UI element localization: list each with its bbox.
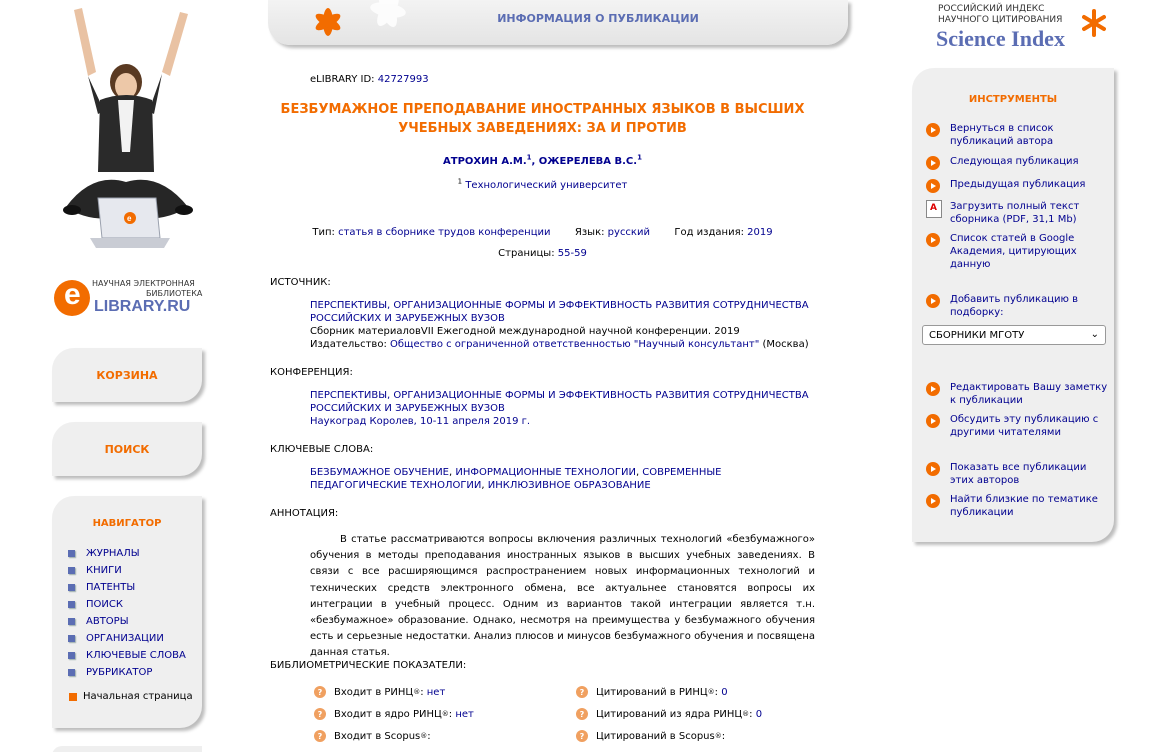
pages: Страницы: 55-59: [498, 248, 587, 259]
elibrary-logo[interactable]: [52, 276, 202, 320]
source-subtitle: Сборник материаловVII Ежегодной международной научной конференции. 2019: [310, 326, 740, 337]
nav-item-authors[interactable]: АВТОРЫ: [68, 613, 186, 630]
bib-row-citations-scopus: ? Цитирований в Scopus ® :: [576, 730, 728, 742]
svg-text:e: e: [127, 214, 132, 223]
help-icon[interactable]: ?: [314, 708, 326, 720]
science-index-brand: Science Index: [936, 26, 1065, 51]
tools-title: ИНСТРУМЕНТЫ: [968, 94, 1058, 105]
tool-show-author-publications[interactable]: Показать все публикации этих авторов: [926, 461, 1108, 487]
conference-place-link[interactable]: Наукоград Королев, 10-11 апреля 2019 г.: [310, 416, 531, 427]
annotation-text: В статье рассматриваются вопросы включения различных технологий «безбумажного» обучения в методы преподавания иностранных языков в высших учебных заведениях. В связи с все расширяющимся распространением новых информационных технологий и технических средств электронного обмена, все актуальнее становятся вопросы их интеграции в учебный процесс. Одним из вариантов такой интеграции является т.н. «безбумажное» образование. Однако, несмотря на преимущества у безбумажного обучения есть и серьезные недостатки. Анализ плюсов и минусов безбумажного обучения и посвящена данная статья.: [310, 534, 815, 659]
elibrary-id: eLIBRARY ID: 42727993: [310, 74, 429, 85]
tool-edit-note[interactable]: Редактировать Вашу заметку к публикации: [926, 381, 1108, 407]
affiliation: $^1$ Технологический университет: [457, 177, 628, 191]
keyword-link[interactable]: СОВРЕМЕННЫЕ ПЕДАГОГИЧЕСКИЕ ТЕХНОЛОГИИ: [310, 467, 722, 491]
arrow-circle-icon: [926, 294, 940, 308]
nav-item-organizations[interactable]: ОРГАНИЗАЦИИ: [68, 630, 186, 647]
next-panel-stub: [52, 746, 202, 752]
navigator-title: НАВИГАТОР: [92, 518, 162, 529]
nav-item-patents[interactable]: ПАТЕНТЫ: [68, 579, 186, 596]
bullet-icon: [68, 669, 75, 676]
language-value[interactable]: русский: [607, 227, 650, 238]
nav-item-journals[interactable]: ЖУРНАЛЫ: [68, 545, 186, 562]
rinc-value[interactable]: нет: [426, 686, 446, 698]
arrow-circle-icon: [926, 123, 940, 137]
help-icon[interactable]: ?: [314, 730, 326, 742]
tool-next-publication[interactable]: Следующая публикация: [926, 155, 1108, 170]
arrow-circle-icon: [926, 414, 940, 428]
search-label: ПОИСК: [104, 442, 150, 456]
source-publisher: Издательство: Общество с ограниченной ответственностью "Научный консультант" (Москва): [310, 339, 809, 350]
arrow-circle-icon: [926, 233, 940, 247]
tool-prev-publication[interactable]: Предыдущая публикация: [926, 178, 1108, 193]
asterisk-icon: [1082, 8, 1106, 38]
logo-letter: e: [64, 278, 81, 311]
home-bullet-icon: [69, 693, 77, 701]
source-heading: ИСТОЧНИК:: [270, 277, 331, 288]
tool-discuss[interactable]: Обсудить эту публикацию с другими читателями: [926, 413, 1108, 439]
logo-subtitle-line2: БИБЛИОТЕКА: [146, 289, 203, 298]
bullet-icon: [68, 601, 75, 608]
cart-label: КОРЗИНА: [96, 368, 158, 382]
bib-row-citations-core: ? Цитирований из ядра РИНЦ ® : 0: [576, 708, 762, 720]
affiliation-link[interactable]: Технологический университет: [465, 180, 628, 191]
bib-row-rinc-core: ? Входит в ядро РИНЦ ® : нет: [314, 708, 474, 720]
hero-illustration: [52, 2, 202, 252]
chevron-down-icon: ⌄: [1090, 329, 1099, 340]
bib-row-citations-rinc: ? Цитирований в РИНЦ ® : 0: [576, 686, 728, 698]
publication-meta: Тип: статья в сборнике трудов конференции Язык: русский Год издания: 2019: [312, 227, 773, 238]
tool-back-to-author-list[interactable]: Вернуться в список публикаций автора: [926, 122, 1108, 148]
keywords-heading: КЛЮЧЕВЫЕ СЛОВА:: [270, 444, 374, 455]
bullet-icon: [68, 550, 75, 557]
keywords-body: БЕЗБУМАЖНОЕ ОБУЧЕНИЕ, ИНФОРМАЦИОННЫЕ ТЕХНОЛОГИИ, СОВРЕМЕННЫЕ ПЕДАГОГИЧЕСКИЕ ТЕХНОЛОГИИ, ИНКЛЮЗИВНОЕ ОБРАЗОВАНИЕ: [310, 467, 722, 491]
logo-subtitle-line1: НАУЧНАЯ ЭЛЕКТРОННАЯ: [92, 279, 195, 288]
source-body: [310, 299, 815, 351]
page-title: ИНФОРМАЦИЯ О ПУБЛИКАЦИИ: [497, 12, 699, 25]
science-index-caption: РОССИЙСКИЙ ИНДЕКС НАУЧНОГО ЦИТИРОВАНИЯ: [938, 4, 1063, 25]
nav-item-search[interactable]: ПОИСК: [68, 596, 186, 613]
arrow-circle-icon: [926, 462, 940, 476]
publisher-link[interactable]: Общество с ограниченной ответственностью "Научный консультант": [390, 339, 760, 350]
year-value[interactable]: 2019: [747, 227, 773, 238]
rinc-core-value[interactable]: нет: [455, 708, 474, 720]
home-link[interactable]: [69, 691, 193, 702]
keyword-link[interactable]: БЕЗБУМАЖНОЕ ОБУЧЕНИЕ: [310, 467, 449, 478]
keyword-link[interactable]: ИНКЛЮЗИВНОЕ ОБРАЗОВАНИЕ: [487, 480, 651, 491]
conference-heading: КОНФЕРЕНЦИЯ:: [270, 367, 353, 378]
arrow-circle-icon: [926, 382, 940, 396]
logo-brand: LIBRARY.RU: [94, 298, 191, 315]
home-label: Начальная страница: [83, 691, 193, 702]
bibliometrics-heading: БИБЛИОМЕТРИЧЕСКИЕ ПОКАЗАТЕЛИ:: [270, 660, 467, 671]
nav-item-books[interactable]: КНИГИ: [68, 562, 186, 579]
annotation-heading: АННОТАЦИЯ:: [270, 508, 339, 519]
navigator-list: [68, 545, 186, 681]
bib-row-rinc: ? Входит в РИНЦ ® : нет: [314, 686, 445, 698]
bib-row-scopus: ? Входит в Scopus ® :: [314, 730, 434, 742]
tool-add-to-collection[interactable]: Добавить публикацию в подборку:: [926, 293, 1108, 319]
type-value[interactable]: статья в сборнике трудов конференции: [338, 227, 551, 238]
arrow-circle-icon: [926, 494, 940, 508]
source-title-link[interactable]: ПЕРСПЕКТИВЫ, ОРГАНИЗАЦИОННЫЕ ФОРМЫ И ЭФФЕКТИВНОСТЬ РАЗВИТИЯ СОТРУДНИЧЕСТВА РОССИЙСКИХ И ЗАРУБЕЖНЫХ ВУЗОВ: [310, 300, 809, 324]
citations-core-value[interactable]: 0: [755, 708, 763, 720]
help-icon[interactable]: ?: [576, 686, 588, 698]
tool-download-pdf[interactable]: A Загрузить полный текст сборника (PDF, 31,1 Mb): [926, 200, 1108, 226]
conference-title-link[interactable]: ПЕРСПЕКТИВЫ, ОРГАНИЗАЦИОННЫЕ ФОРМЫ И ЭФФЕКТИВНОСТЬ РАЗВИТИЯ СОТРУДНИЧЕСТВА РОССИЙСКИХ И ЗАРУБЕЖНЫХ ВУЗОВ: [310, 390, 809, 414]
pages-value[interactable]: 55-59: [557, 248, 587, 259]
bullet-icon: [68, 618, 75, 625]
conference-body: [310, 389, 815, 428]
keyword-link[interactable]: ИНФОРМАЦИОННЫЕ ТЕХНОЛОГИИ: [455, 467, 636, 478]
science-index-logo[interactable]: [936, 2, 1111, 52]
header-band: [268, 0, 848, 45]
pdf-icon: [926, 200, 942, 218]
arrow-circle-icon: [926, 179, 940, 193]
tools-panel: [912, 68, 1114, 542]
citations-rinc-value[interactable]: 0: [721, 686, 728, 698]
bullet-icon: [68, 567, 75, 574]
authors: АТРОХИН А.М.$^1$, ОЖЕРЕЛЕВА В.С.$^1$: [443, 153, 642, 167]
help-icon[interactable]: ?: [576, 708, 588, 720]
nav-item-rubricator[interactable]: РУБРИКАТОР: [68, 664, 186, 681]
author-link[interactable]: АТРОХИН А.М.: [443, 156, 527, 167]
elibrary-id-value[interactable]: 42727993: [377, 74, 429, 85]
bullet-icon: [68, 584, 75, 591]
navigator-panel: [52, 496, 202, 728]
help-icon[interactable]: ?: [314, 686, 326, 698]
help-icon[interactable]: ?: [576, 730, 588, 742]
nav-item-keywords[interactable]: КЛЮЧЕВЫЕ СЛОВА: [68, 647, 186, 664]
arrow-circle-icon: [926, 156, 940, 170]
collection-select[interactable]: СБОРНИКИ МГОТУ ⌄: [922, 325, 1106, 345]
bullet-icon: [68, 635, 75, 642]
tool-find-similar[interactable]: Найти близкие по тематике публикации: [926, 493, 1108, 519]
tool-google-scholar[interactable]: Список статей в Google Академия, цитирующих данную: [926, 232, 1108, 271]
publication-title: БЕЗБУМАЖНОЕ ПРЕПОДАВАНИЕ ИНОСТРАННЫХ ЯЗЫКОВ В ВЫСШИХ УЧЕБНЫХ ЗАВЕДЕНИЯХ: ЗА И ПРОТИВ: [280, 102, 805, 136]
author-link[interactable]: ОЖЕРЕЛЕВА В.С.: [538, 156, 638, 167]
search-button[interactable]: [52, 422, 202, 476]
bullet-icon: [68, 652, 75, 659]
cart-button[interactable]: [52, 348, 202, 402]
